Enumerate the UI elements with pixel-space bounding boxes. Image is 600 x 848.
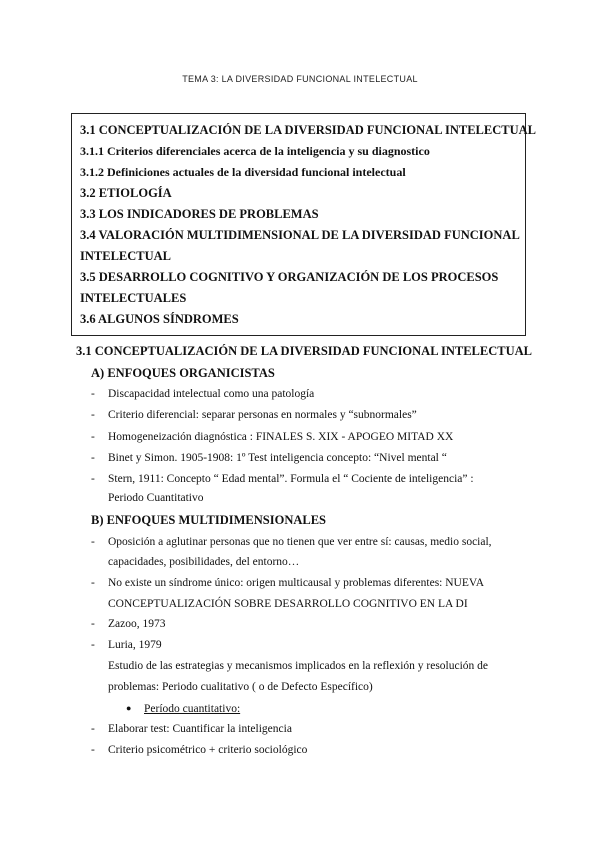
toc-entry: 3.6 ALGUNOS SÍNDROMES: [80, 312, 239, 326]
toc-entry: 3.1.1 Criterios diferenciales acerca de la inteligencia y su diagnostico: [80, 144, 430, 158]
subsection-title-a: A) ENFOQUES ORGANICISTAS: [91, 366, 275, 380]
table-of-contents-box: [71, 113, 536, 336]
page-header: TEMA 3: LA DIVERSIDAD FUNCIONAL INTELECTUAL: [182, 74, 418, 84]
toc-entry: 3.2 ETIOLOGÍA: [80, 186, 172, 200]
list-item-continuation: Periodo Cuantitativo: [108, 492, 204, 504]
toc-entry: 3.3 LOS INDICADORES DE PROBLEMAS: [80, 207, 319, 221]
list-item: - Homogeneización diagnóstica : FINALES S. XIX - APOGEO MITAD XX: [91, 431, 454, 443]
list-item-continuation: Estudio de las estrategias y mecanismos implicados en la reflexión y resolución de: [108, 660, 489, 672]
list-item-continuation: problemas: Periodo cualitativo ( o de Defecto Específico): [108, 681, 373, 693]
list-item: - Criterio diferencial: separar personas en normales y “subnormales”: [91, 409, 417, 421]
section-title: 3.1 CONCEPTUALIZACIÓN DE LA DIVERSIDAD FUNCIONAL INTELECTUAL: [76, 344, 532, 358]
list-item: - Stern, 1911: Concepto “ Edad mental”. Formula el “ Cociente de inteligencia” :: [91, 473, 474, 485]
list-item: - Luria, 1979: [91, 639, 162, 651]
toc-entry: 3.1.2 Definiciones actuales de la diversidad funcional intelectual: [80, 165, 406, 179]
list-item: - Criterio psicométrico + criterio sociológico: [91, 744, 308, 756]
list-item-continuation: capacidades, posibilidades, del entorno…: [108, 556, 300, 568]
toc-entry: INTELECTUAL: [80, 249, 171, 263]
toc-entry: INTELECTUALES: [80, 291, 187, 305]
list-item: - Discapacidad intelectual como una patología: [91, 388, 315, 400]
list-item: - No existe un síndrome único: origen multicausal y problemas diferentes: NUEVA: [91, 577, 485, 589]
bullet-item: ● Período cuantitativo:: [126, 698, 240, 720]
toc-entry: 3.1 CONCEPTUALIZACIÓN DE LA DIVERSIDAD FUNCIONAL INTELECTUAL: [80, 123, 536, 137]
list-item: - Binet y Simon. 1905-1908: 1º Test inteligencia concepto: “Nivel mental “: [91, 452, 447, 464]
list-item: - Oposición a aglutinar personas que no tienen que ver entre sí: causas, medio social,: [91, 536, 492, 548]
list-item: - Elaborar test: Cuantificar la inteligencia: [91, 723, 292, 735]
list-item: - Zazoo, 1973: [91, 618, 166, 630]
subsection-title-b: B) ENFOQUES MULTIDIMENSIONALES: [91, 513, 327, 527]
toc-entry: 3.4 VALORACIÓN MULTIDIMENSIONAL DE LA DIVERSIDAD FUNCIONAL: [80, 228, 520, 242]
bullet-dot-icon: ●: [126, 703, 132, 713]
list-item-continuation: CONCEPTUALIZACIÓN SOBRE DESARROLLO COGNITIVO EN LA DI: [108, 598, 468, 610]
toc-entry: 3.5 DESARROLLO COGNITIVO Y ORGANIZACIÓN DE LOS PROCESOS: [80, 270, 499, 284]
